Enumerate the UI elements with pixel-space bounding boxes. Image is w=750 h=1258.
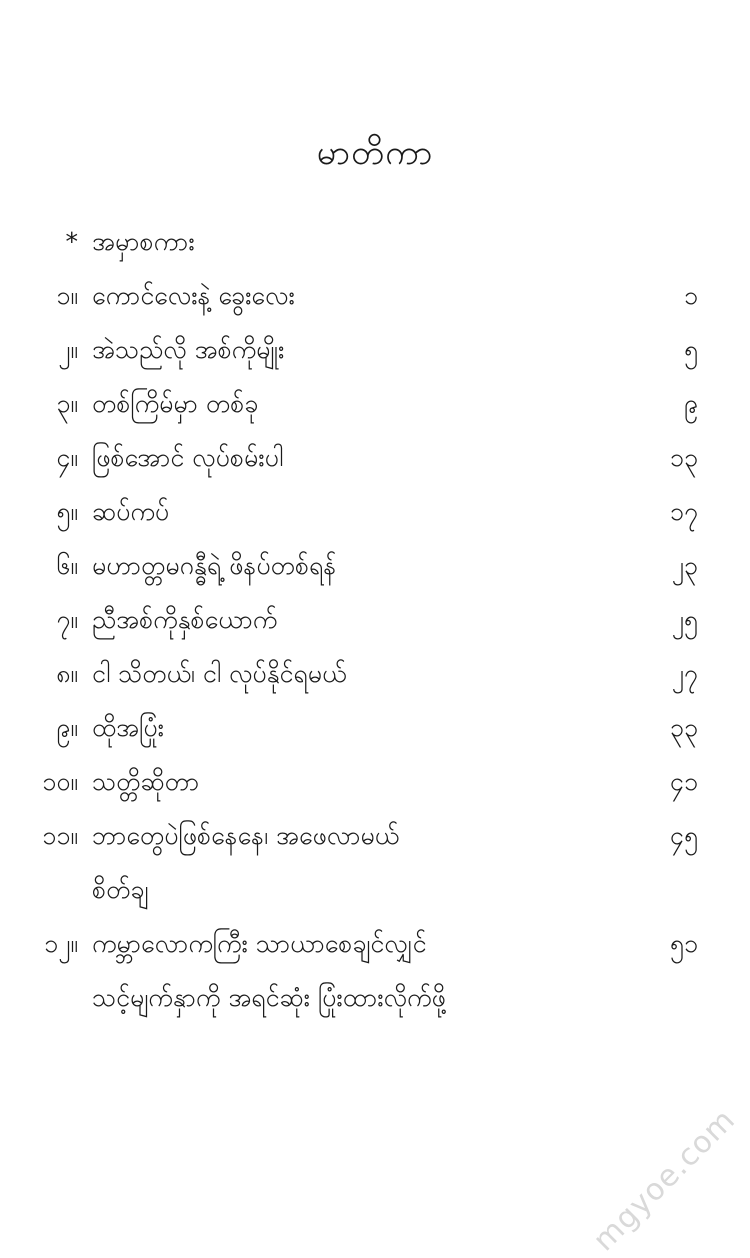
toc-entry <box>0 917 750 1025</box>
entry-page: ၃၃ <box>669 713 698 742</box>
entry-number: ၁၀။ <box>42 767 78 796</box>
entry-page: ၅၁ <box>669 929 698 958</box>
entry-number: ၃။ <box>56 389 78 418</box>
entry-number: ၉။ <box>56 713 78 742</box>
entry-page: ၄၁ <box>669 767 698 796</box>
entry-title: ညီအစ်ကိုနှစ်ယောက် <box>92 605 278 634</box>
toc-entry <box>0 215 750 269</box>
entry-number: ၈။ <box>56 659 78 688</box>
table-of-contents <box>0 215 750 1025</box>
page-title: မာတိကာ <box>316 133 434 173</box>
entry-title: အမှာစကား <box>92 227 195 256</box>
entry-title <box>88 809 592 917</box>
entry-page: ၂၇ <box>671 659 698 688</box>
entry-title: ဆပ်ကပ် <box>92 497 170 526</box>
toc-entry <box>0 269 750 323</box>
entry-number: * <box>65 227 78 256</box>
entry-page: ၁ <box>683 281 698 310</box>
entry-page: ၅ <box>683 335 698 364</box>
entry-title: ကောင်လေးနဲ့ ခွေးလေး <box>92 281 295 310</box>
entry-title: ဖြစ်အောင် လုပ်စမ်းပါ <box>92 443 284 472</box>
entry-number: ၂။ <box>58 335 78 364</box>
entry-title-line: စိတ်ချ <box>92 875 149 904</box>
toc-entry <box>0 809 750 917</box>
entry-page: ၂၅ <box>671 605 698 634</box>
entry-title <box>88 917 592 1025</box>
entry-number: ၁၁။ <box>42 821 78 850</box>
toc-entry <box>0 323 750 377</box>
entry-title: ငါ သိတယ်၊ ငါ လုပ်နိုင်ရမယ် <box>92 659 347 688</box>
entry-title: တစ်ကြိမ်မှာ တစ်ခု <box>92 389 259 418</box>
entry-number: ၆။ <box>56 551 78 580</box>
entry-title-line: ကမ္ဘာလောကကြီး သာယာစေချင်လျှင် <box>92 929 427 958</box>
entry-number: ၄။ <box>56 443 78 472</box>
toc-entry <box>0 593 750 647</box>
entry-title: မဟာတ္တမဂန္ဓီရဲ့ ဖိနပ်တစ်ရန် <box>92 551 337 580</box>
entry-number: ၇။ <box>56 605 78 634</box>
toc-entry <box>0 755 750 809</box>
entry-page: ၉ <box>683 389 698 418</box>
entry-page: ၁၇ <box>669 497 698 526</box>
toc-entry <box>0 701 750 755</box>
entry-number: ၁၂။ <box>44 929 78 958</box>
entry-page: ၄၅ <box>669 821 698 850</box>
watermark: mgyoe.com <box>586 1102 742 1258</box>
entry-page: ၁၃ <box>669 443 698 472</box>
entry-title: ထိုအပြုံး <box>92 713 164 742</box>
entry-number: ၁။ <box>56 281 78 310</box>
toc-entry <box>0 431 750 485</box>
entry-page: ၂၃ <box>671 551 698 580</box>
entry-title: အဲသည်လို အစ်ကိုမျိုး <box>92 335 285 364</box>
entry-title: သတ္တိဆိုတာ <box>92 767 200 796</box>
toc-entry <box>0 647 750 701</box>
entry-title-line: ဘာတွေပဲဖြစ်နေနေ၊ အဖေလာမယ် <box>92 821 400 850</box>
toc-entry <box>0 377 750 431</box>
entry-number: ၅။ <box>56 497 78 526</box>
toc-entry <box>0 485 750 539</box>
toc-entry <box>0 539 750 593</box>
entry-title-line: သင့်မျက်နှာကို အရင်ဆုံး ပြုံးထားလိုက်ဖို့ <box>92 983 446 1012</box>
